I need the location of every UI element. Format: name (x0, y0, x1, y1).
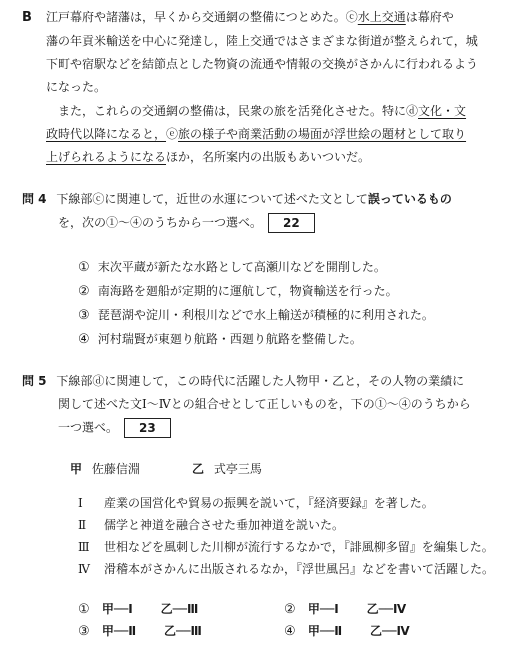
passage-line-7: 上げられるようになるほか，名所案内の出版もあいついだ。 (46, 150, 371, 164)
q5-choice[interactable]: ② 甲──Ⅰ 乙──Ⅳ (284, 602, 407, 617)
q4-stem-line-1: 問 4 下線部ⓒに関連して，近世の水運について述べた文として誤っているもの (22, 192, 452, 206)
section-letter: B (22, 10, 32, 25)
q5-choice[interactable]: ③ 甲──Ⅱ 乙──Ⅲ (78, 624, 202, 639)
q4-option[interactable]: ① 末次平蔵が新たな水路として高瀬川などを開削した。 (78, 260, 386, 275)
statement: Ⅰ 産業の国営化や貿易の振興を説いて，『経済要録』を著した。 (78, 496, 434, 510)
q4-option[interactable]: ② 南海路を廻船が定期的に運航して，物資輸送を行った。 (78, 284, 398, 299)
passage-line-1: 江戸幕府や諸藩は，早くから交通網の整備につとめた。ⓒ水上交通は幕府や (46, 8, 454, 27)
q4-label: 問 4 (22, 192, 47, 206)
answer-box-22[interactable]: 22 (268, 213, 315, 233)
q5-label: 問 5 (22, 374, 47, 388)
passage-line-3: 下町や宿駅などを結節点とした物資の流通や情報の交換がさかんに行われるよう (46, 57, 479, 71)
person-b: 乙 式亭三馬 (192, 462, 262, 476)
underline-e: 旅の様子や商業活動の場面が浮世絵の題材として取り (178, 127, 467, 141)
q4-stem-line-2: を，次の①～④のうちから一つ選べ。 22 (58, 213, 315, 233)
statement: Ⅲ 世相などを風刺した川柳が流行するなかで，『誹風柳多留』を編集した。 (78, 540, 494, 554)
marker-e: ⓔ (166, 127, 179, 141)
q5-stem-line-1: 問 5 下線部ⓓに関連して，この時代に活躍した人物甲・乙と，その人物の業績に (22, 374, 465, 388)
q5-stem-line-2: 関して述べた文Ⅰ～Ⅳとの組合せとして正しいものを，下の①～④のうちから (58, 397, 471, 411)
q5-choice[interactable]: ① 甲──Ⅰ 乙──Ⅲ (78, 602, 199, 617)
marker-c: ⓒ (345, 10, 358, 24)
underline-d: 文化・文 (418, 104, 467, 118)
q4-option[interactable]: ③ 琵琶湖や淀川・利根川などで水上輸送が積極的に利用された。 (78, 308, 434, 323)
statement: Ⅱ 儒学と神道を融合させた垂加神道を説いた。 (78, 518, 345, 532)
q4-option[interactable]: ④ 河村瑞賢が東廻り航路・西廻り航路を整備した。 (78, 332, 362, 347)
q5-choice[interactable]: ④ 甲──Ⅱ 乙──Ⅳ (284, 624, 410, 639)
passage-line-6: 政時代以降になると，ⓔ旅の様子や商業活動の場面が浮世絵の題材として取り (46, 125, 466, 144)
marker-d: ⓓ (406, 104, 419, 118)
answer-box-23[interactable]: 23 (124, 418, 171, 438)
underline-c: 水上交通 (357, 10, 406, 24)
statement: Ⅳ 滑稽本がさかんに出版されるなか，『浮世風呂』などを書いて活躍した。 (78, 562, 495, 576)
passage-line-5: また，これらの交通網の整備は，民衆の旅を活発化させた。特にⓓ文化・文 (58, 102, 466, 121)
person-a: 甲 佐藤信淵 (70, 462, 140, 476)
passage-line-4: になった。 (46, 80, 107, 94)
passage-line-2: 藩の年貢米輸送を中心に発達し，陸上交通ではさまざまな街道が整えられて，城 (46, 34, 478, 48)
q5-stem-line-3: 一つ選べ。 23 (58, 418, 171, 438)
